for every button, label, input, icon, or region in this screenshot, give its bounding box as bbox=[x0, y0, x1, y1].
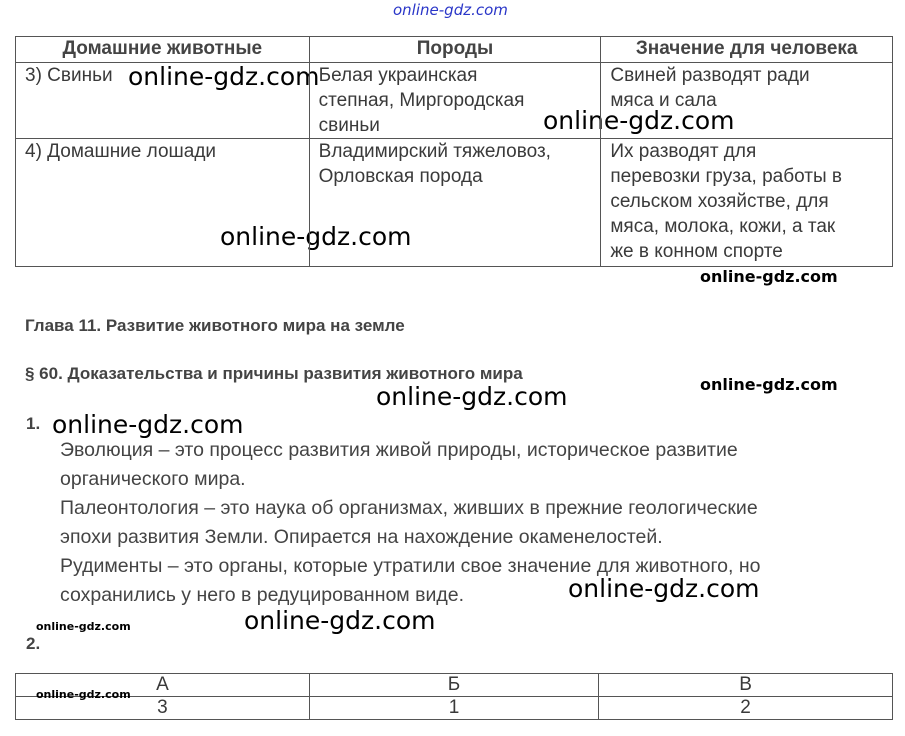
table-header: Значение для человека bbox=[601, 37, 893, 63]
cell-line: сельском хозяйстве, для bbox=[610, 191, 829, 212]
animals-table bbox=[15, 36, 893, 267]
cell-line: Владимирский тяжеловоз, bbox=[318, 141, 551, 162]
table-cell-breeds bbox=[309, 139, 601, 267]
table-header: А bbox=[16, 674, 310, 697]
watermark-top: online-gdz.com bbox=[393, 1, 508, 19]
watermark: online-gdz.com bbox=[543, 106, 735, 135]
paragraph-line: Палеонтология – это наука об организмах, живших в прежние геологические bbox=[60, 497, 758, 519]
cell-line: мяса, молока, кожи, а так bbox=[610, 216, 836, 237]
cell-line: Орловская порода bbox=[318, 166, 483, 187]
table-header: Породы bbox=[309, 37, 601, 63]
paragraph-line: Рудименты – это органы, которые утратили свое значение для животного, но bbox=[60, 555, 761, 577]
paragraph-line: сохранились у него в редуцированном виде. bbox=[60, 584, 465, 606]
watermark: online-gdz.com bbox=[128, 62, 320, 91]
table-cell: 1 bbox=[309, 697, 598, 720]
table-row bbox=[16, 139, 893, 267]
table-cell: 2 bbox=[599, 697, 893, 720]
watermark: online-gdz.com bbox=[700, 267, 838, 286]
task-number: 1. bbox=[26, 414, 41, 433]
watermark: online-gdz.com bbox=[244, 606, 436, 635]
cell-line: степная, Миргородская bbox=[318, 90, 525, 111]
task1-text bbox=[60, 436, 860, 610]
watermark: online-gdz.com bbox=[220, 222, 412, 251]
paragraph-line: эпохи развития Земли. Опирается на нахождение окаменелостей. bbox=[60, 526, 663, 548]
paragraph-line: Эволюция – это процесс развития живой природы, историческое развитие bbox=[60, 439, 738, 461]
table-cell-animal bbox=[16, 139, 310, 267]
table-row bbox=[16, 697, 893, 720]
section-title: § 60. Доказательства и причины развития животного мира bbox=[25, 364, 523, 383]
cell-line: Свиней разводят ради bbox=[610, 65, 810, 86]
table-cell-meaning bbox=[601, 139, 893, 267]
table-header: Б bbox=[309, 674, 598, 697]
table-cell: 3 bbox=[16, 697, 310, 720]
cell-line: свиньи bbox=[318, 115, 380, 136]
table-header: В bbox=[599, 674, 893, 697]
cell-line: Белая украинская bbox=[318, 65, 478, 86]
cell-line: же в конном спорте bbox=[610, 241, 783, 262]
task-number: 2. bbox=[26, 634, 41, 653]
table-cell-meaning bbox=[601, 63, 893, 139]
paragraph-line: органического мира. bbox=[60, 468, 246, 490]
watermark: online-gdz.com bbox=[36, 688, 131, 701]
table-row bbox=[16, 63, 893, 139]
watermark: online-gdz.com bbox=[36, 620, 131, 633]
cell-line: Их разводят для bbox=[610, 141, 757, 162]
table-header-row bbox=[16, 674, 893, 697]
table-header: Домашние животные bbox=[16, 37, 310, 63]
cell-text: 4) Домашние лошади bbox=[25, 141, 217, 162]
cell-line: перевозки груза, работы в bbox=[610, 166, 842, 187]
watermark: online-gdz.com bbox=[568, 574, 760, 603]
table-cell-breeds bbox=[309, 63, 601, 139]
answer-table bbox=[15, 673, 893, 720]
watermark: online-gdz.com bbox=[700, 375, 838, 394]
cell-text: 3) Свиньи bbox=[25, 65, 113, 86]
chapter-title: Глава 11. Развитие животного мира на земле bbox=[25, 316, 405, 335]
table-cell-animal bbox=[16, 63, 310, 139]
table-header-row bbox=[16, 37, 893, 63]
watermark: online-gdz.com bbox=[376, 382, 568, 411]
cell-line: мяса и сала bbox=[610, 90, 717, 111]
watermark: online-gdz.com bbox=[52, 410, 244, 439]
